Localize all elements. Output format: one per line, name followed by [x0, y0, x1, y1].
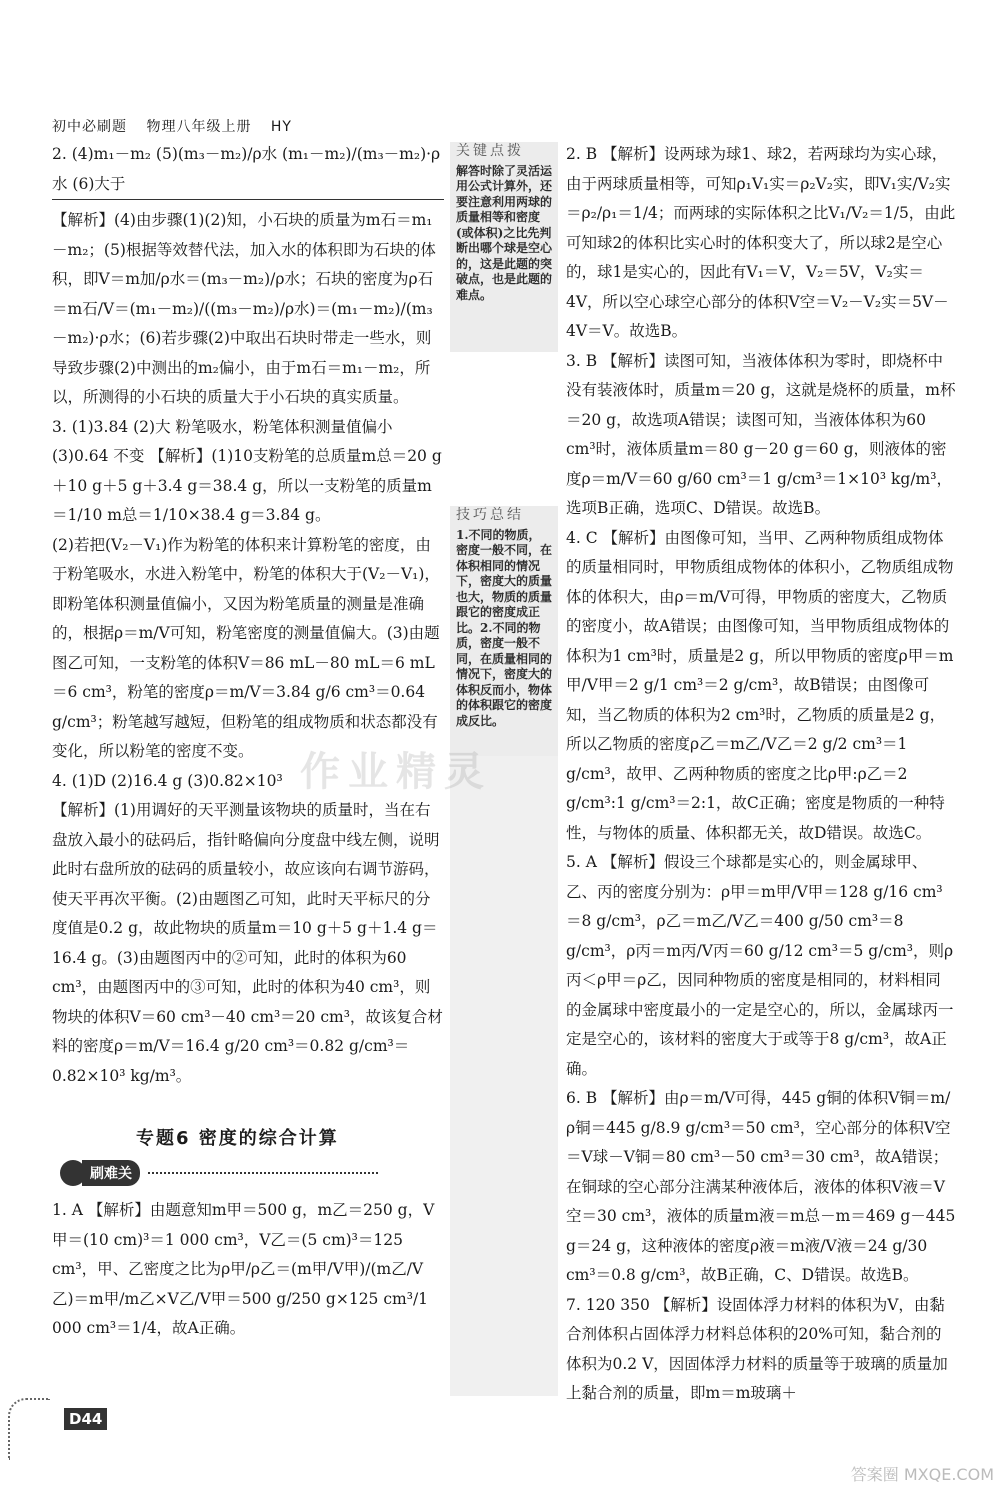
- answer-2: 2. (4)m₁－m₂ (5)(m₃－m₂)/ρ水 (m₁－m₂)/(m₃－m₂)·ρ水 (6)大于: [52, 140, 444, 200]
- answer-4: 4. (1)D (2)16.4 g (3)0.82×10³: [52, 771, 283, 790]
- difficulty-badge: [60, 1160, 378, 1186]
- analysis-3: (2)若把(V₂－V₁)作为粉笔的体积来计算粉笔的密度，由于粉笔吸水，水进入粉笔中，粉笔的体积大于(V₂－V₁)，即粉笔体积测量值偏小，又因为粉笔质量的测量是准确的，根据ρ＝m/V可知，粉笔密度的测量值偏大。(3)由题图乙可知，一支粉笔的体积V＝86 mL－80 mL＝6 mL＝6 cm³，粉笔的密度ρ＝m/V＝3.84 g/6 cm³＝0.64 g/cm³；粉笔越写越短，但粉笔的组成物质和状态都没有变化，所以粉笔的密度不变。: [52, 535, 440, 760]
- left-column: [52, 140, 444, 1091]
- tip-summary-box: [450, 506, 558, 756]
- dotted-divider: [148, 1172, 378, 1174]
- analysis-4: 【解析】(1)用调好的天平测量该物块的质量时，当在右盘放入最小的砝码后，指针略偏向分度盘中线左侧，说明此时右盘所放的砝码的质量较小，故应该向右调节游码，使天平再次平衡。(2)由题图乙可知，此时天平标尺的分度值是0.2 g，故此物块的质量m＝10 g＋5 g＋1.4 g＝16.4 g。(3)由题图丙中的②可知，此时的体积为60 cm³，由题图丙中的③可知，此时的体积为40 cm³，则物块的体积V＝60 cm³－40 cm³＝20 cm³，故该复合材料的密度ρ＝m/V＝16.4 g/20 cm³＝0.82 g/cm³＝0.82×10³ kg/m³。: [52, 801, 443, 1085]
- page-corner: [8, 1398, 50, 1460]
- badge-label: 刷难关: [82, 1160, 140, 1186]
- section-title: 专题6 密度的综合计算: [136, 1128, 339, 1149]
- answer-s6-1: 1. A 【解析】由题意知m甲＝500 g，m乙＝250 g，V甲＝(10 cm)³＝1 000 cm³，V乙＝(5 cm)³＝125 cm³，甲、乙密度之比为ρ甲/ρ乙＝(m甲/V甲)/(m乙/V乙)＝m甲/m乙×V乙/V甲＝500 g/250 g×125 cm³/1 000 cm³＝1/4，故A正确。: [52, 1201, 435, 1337]
- answer-r6: 6. B 【解析】由ρ＝m/V可得，445 g铜的体积V铜＝m/ρ铜＝445 g/8.9 g/cm³＝50 cm³，空心部分的体积V空＝V球－V铜＝80 cm³－50 cm³＝30 cm³，故A错误；在铜球的空心部分注满某种液体后，液体的体积V液＝V空＝30 cm³，液体的质量m液＝m总－m＝469 g－445 g＝24 g，这种液体的密度ρ液＝m液/V液＝24 g/30 cm³＝0.8 g/cm³，故B正确，C、D错误。故选B。: [566, 1089, 956, 1284]
- answer-r5: 5. A 【解析】假设三个球都是实心的，则金属球甲、乙、丙的密度分别为：ρ甲＝m甲/V甲＝128 g/16 cm³＝8 g/cm³，ρ乙＝m乙/V乙＝400 g/50 cm³＝8 g/cm³，ρ丙＝m丙/V丙＝60 g/12 cm³＝5 g/cm³，则ρ丙＜ρ甲＝ρ乙，因同种物质的密度是相同的，材料相同的金属球中密度最小的一定是空心的，所以，金属球丙一定是空心的，该材料的密度大于或等于8 g/cm³，故A正确。: [566, 853, 954, 1078]
- answer-3: 3. (1)3.84 (2)大 粉笔吸水，粉笔体积测量值偏小 (3)0.64 不变 【解析】(1)10支粉笔的总质量m总＝20 g＋10 g＋5 g＋3.4 g＝38.4 g，所以一支粉笔的质量m＝1/10 m总＝1/10×38.4 g＝3.84 g。: [52, 417, 442, 524]
- left-column-2: [52, 1196, 444, 1344]
- subject-name: 物理八年级上册: [146, 119, 252, 135]
- right-column: [566, 140, 956, 1409]
- site-logo: 答案圈 MXQE.COM: [850, 1465, 994, 1484]
- key-point-text: 解答时除了灵活运用公式计算外，还要注意利用两球的质量相等和密度(或体积)之比先判断出哪个球是空心的，这是此题的突破点，也是此题的难点。: [456, 163, 553, 302]
- tip-summary-title: 技巧总结: [456, 507, 524, 523]
- tip-summary-text: 1.不同的物质，密度一般不同，在体积相同的情况下，密度大的质量也大，物质的质量跟它的密度成正比。2.不同的物质，密度一般不同，在质量相同的情况下，密度大的体积反而小，物体的体积跟它的密度成反比。: [456, 527, 553, 728]
- analysis-2: 【解析】(4)由步骤(1)(2)知，小石块的质量为m石＝m₁－m₂；(5)根据等效替代法，加入水的体积即为石块的体积，即V＝m加/ρ水＝(m₃－m₂)/ρ水；石块的密度为ρ石＝m石/V＝(m₁－m₂)/((m₃－m₂)/ρ水)＝(m₁－m₂)/(m₃－m₂)·ρ水；(6)若步骤(2)中取出石块时带走一些水，则导致步骤(2)中测出的m₂偏小，由于m石＝m₁－m₂，所以，所测得的小石块的质量大于小石块的真实质量。: [52, 211, 436, 406]
- watermark: 作业精灵: [300, 749, 492, 795]
- answer-r4: 4. C 【解析】由图像可知，当甲、乙两种物质组成物体的质量相同时，甲物质组成物体的体积小，乙物质组成物体的体积大，由ρ＝m/V可得，甲物质的密度大，乙物质的密度小，故A错误；由图像可知，当甲物质组成物体的体积为1 cm³时，质量是2 g，所以甲物质的密度ρ甲＝m甲/V甲＝2 g/1 cm³＝2 g/cm³，故B错误；由图像可知，当乙物质的体积为2 cm³时，乙物质的质量是2 g，所以乙物质的密度ρ乙＝m乙/V乙＝2 g/2 cm³＝1 g/cm³，故甲、乙两种物质的密度之比ρ甲:ρ乙＝2 g/cm³:1 g/cm³＝2:1，故C正确；密度是物质的一种特性，与物体的质量、体积都无关，故D错误。故选C。: [566, 528, 954, 842]
- page-header: [52, 116, 306, 136]
- answer-r7: 7. 120 350 【解析】设固体浮力材料的体积为V，由黏合剂体积占固体浮力材料总体积的20%可知，黏合剂的体积为0.2 V，因固体浮力材料的质量等于玻璃的质量加上黏合剂的质量，即m＝m玻璃＋: [566, 1295, 948, 1402]
- answer-r2: 2. B 【解析】设两球为球1、球2，若两球均为实心球，由于两球质量相等，可知ρ₁V₁实＝ρ₂V₂实，即V₁实/V₂实＝ρ₂/ρ₁＝1/4；而两球的实际体积之比V₁/V₂＝1/5，由此可知球2的体积比实心时的体积变大了，所以球2是空心的，球1是实心的，因此有V₁＝V，V₂＝5V，V₂实＝4V，所以空心球空心部分的体积V空＝V₂－V₂实＝5V－4V＝V。故选B。: [566, 145, 956, 340]
- answer-r3: 3. B 【解析】读图可知，当液体体积为零时，即烧杯中没有装液体时，质量m＝20 g，这就是烧杯的质量，m杯＝20 g，故选项A错误；读图可知，当液体体积为60 cm³时，液体质量m＝80 g－20 g＝60 g，则液体的密度ρ＝m/V＝60 g/60 cm³＝1 g/cm³＝1×10³ kg/m³，选项B正确，选项C、D错误。故选B。: [566, 351, 956, 517]
- side-column-bg: [450, 756, 558, 1396]
- key-point-title: 关键点拨: [456, 143, 524, 159]
- key-point-box: [450, 142, 558, 352]
- page-number: D44: [64, 1408, 107, 1430]
- series-name: 初中必刷题: [52, 119, 127, 135]
- edition-name: HY: [270, 119, 292, 135]
